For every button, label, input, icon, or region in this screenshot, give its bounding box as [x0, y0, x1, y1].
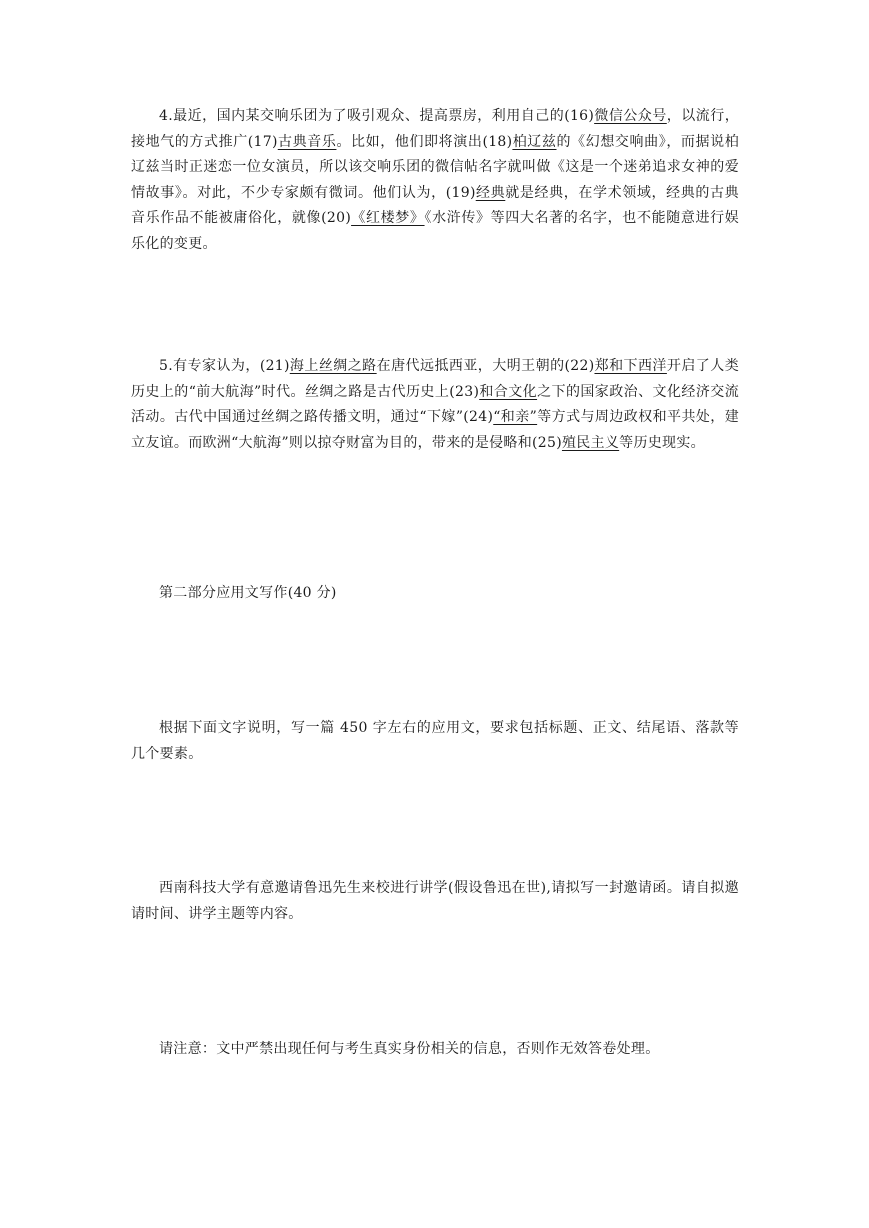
section-2-heading: 第二部分应用文写作(40 分) — [159, 585, 337, 601]
q5-text-4: 等方式与周边政权和平共处，建立友谊。而欧洲“大航海”则以掠夺财富为目的，带来的是侵略和(25) — [131, 409, 740, 451]
blank-16-answer: 微信公众号 — [594, 108, 667, 124]
q4-text-5: 《水浒传》等四大名著的名字，也不能随意进行娱乐化的变更。 — [131, 210, 739, 252]
blank-18-answer: 柏辽兹 — [512, 133, 557, 150]
writing-task: 西南科技大学有意邀请鲁迅先生来校进行讲学(假设鲁迅在世),请拟写一封邀请函。请自拟邀请时间、讲学主题等内容。 — [131, 880, 739, 922]
blank-20-answer: 《红楼梦》 — [351, 210, 425, 226]
q5-prefix: 5.有专家认为，(21) — [159, 358, 290, 374]
blank-17-answer: 古典音乐 — [277, 133, 337, 150]
q4-text-3: 的《幻想交响曲》，而据说柏辽兹当时正迷恋一位女演员，所以该交响乐团的微信帖名字就叫做《这是一个迷弟追求女神的爱情故事》。对此，不少专家颇有微词。他们认为，(19) — [131, 133, 740, 201]
q5-text-3: 之下的国家政治、文化经济交流活动。古代中国通过丝绸之路传播文明，通过“下嫁”(24) — [131, 383, 740, 425]
q5-text-2: 开启了人类历史上的“前大航海”时代。丝绸之路是古代历史上(23) — [131, 358, 740, 400]
q5-text-1: 在唐代远抵西亚，大明王朝的(22) — [376, 358, 595, 374]
question-4-paragraph — [131, 104, 739, 257]
blank-22-answer: 郑和下西洋 — [594, 358, 667, 374]
blank-23-answer: 和合文化 — [479, 383, 538, 400]
q4-text-2: 。比如，他们即将演出(18) — [336, 133, 513, 150]
q5-text-5: 等历史现实。 — [619, 434, 705, 451]
q4-text-1: ，以流行，接地气的方式推广(17) — [131, 108, 740, 150]
question-5-paragraph — [131, 354, 739, 456]
q4-prefix: 4.最近，国内某交响乐团为了吸引观众、提高票房，利用自己的(16) — [159, 108, 595, 124]
q4-text-4: 就是经典，在学术领域，经典的古典音乐作品不能被庸俗化，就像(20) — [131, 184, 739, 226]
writing-requirement: 根据下面文字说明，写一篇 450 字左右的应用文，要求包括标题、正文、结尾语、落款等几个要素。 — [131, 720, 739, 762]
blank-25-answer: 殖民主义 — [561, 434, 620, 451]
exam-notice: 请注意：文中严禁出现任何与考生真实身份相关的信息，否则作无效答卷处理。 — [159, 1041, 660, 1057]
blank-21-answer: 海上丝绸之路 — [289, 358, 377, 374]
blank-24-answer: “和亲” — [493, 409, 538, 425]
blank-19-answer: 经典 — [475, 184, 506, 201]
